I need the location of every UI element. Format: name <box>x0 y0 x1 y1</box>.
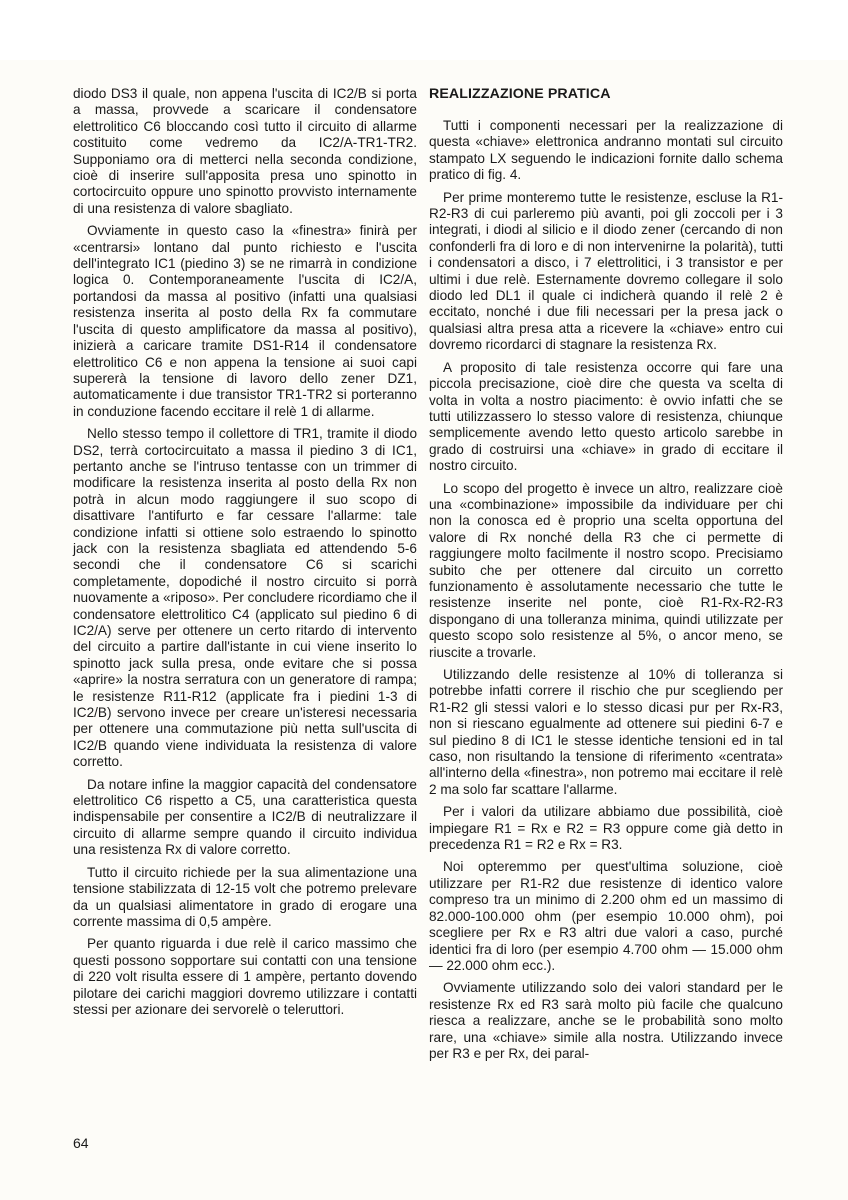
left-column <box>73 86 417 1024</box>
paragraph: Tutti i componenti necessari per la realizzazione di questa «chiave» elettronica andranno montati sul circuito stampato LX seguendo le indicazioni fornite dallo schema pratico di fig. 4. <box>429 118 783 183</box>
paragraph: Tutto il circuito richiede per la sua alimentazione una tensione stabilizzata di 12-15 volt che potremo prelevare da un qualsiasi alimentatore in grado di erogare una corrente massima di 0,5 ampère. <box>73 864 417 929</box>
paragraph: Nello stesso tempo il collettore di TR1, tramite il diodo DS2, terrà cortocircuitato a massa il piedino 3 di IC1, pertanto anche se l'intruso tentasse con un trimmer di modificare la resistenza inserita al posto della Rx non potrà in alcun modo raggiungere il suo scopo di disattivare l'antifurto e far cessare l'allarme: tale condizione infatti si ottiene solo estraendo lo spinotto jack con la resistenza sbagliata ed attendendo 5-6 secondi che il condensatore C6 si scarichi completamente, dopodiché il nostro circuito si porrà nuovamente a «riposo». Per concludere ricordiamo che il condensatore elettrolitico C4 (applicato sul piedino 6 di IC2/A) serve per ottenere un certo ritardo di intervento del circuito a partire dall'istante in cui viene inserito lo spinotto jack sulla presa, onde evitare che si possa «aprire» la nostra serratura con un generatore di rampa; le resistenze R11-R12 (applicate fra i piedini 1-3 di IC2/B) servono invece per creare un'isteresi necessaria per ottenere una commutazione più netta sull'uscita di IC2/B quando viene individuata la resistenza di valore corretto. <box>73 426 417 770</box>
paragraph: Ovviamente in questo caso la «finestra» finirà per «centrarsi» lontano dal punto richiesto e l'uscita dell'integrato IC1 (piedino 3) se ne rimarrà in condizione logica 0. Contemporaneamente l'uscita di IC2/A, portandosi da massa al positivo (infatti una qualsiasi resistenza inserita al posto della Rx fa commutare l'uscita di questo amplificatore da massa al positivo), inizierà a caricare tramite DS1-R14 il condensatore elettrolitico C6 e non appena la tensione ai suoi capi supererà la tensione di lavoro dello zener DZ1, automaticamente i due transistor TR1-TR2 si porteranno in conduzione facendo eccitare il relè 1 di allarme. <box>73 223 417 419</box>
paragraph: diodo DS3 il quale, non appena l'uscita di IC2/B si porta a massa, provvede a scaricare il condensatore elettrolitico C6 bloccando così tutto il circuito di allarme costituito come vedremo da IC2/A-TR1-TR2. Supponiamo ora di metterci nella seconda condizione, cioè di inserire sull'apposita presa uno spinotto in cortocircuito oppure uno spinotto provvisto internamente di una resistenza di valore sbagliato. <box>73 86 417 216</box>
paragraph: Lo scopo del progetto è invece un altro, realizzare cioè una «combinazione» impossibile da individuare per chi non la conosca ed è proprio una scelta opportuna del valore di Rx nonché della R3 che ci permette di raggiungere molto facilmente il nostro scopo. Precisiamo subito che per ottenere dal circuito un corretto funzionamento è assolutamente necessario che tutte le resistenze inserite nel ponte, cioè R1-Rx-R2-R3 dispongano di una tolleranza minima, quindi utilizzate per questo scopo solo resistenze al 5%, o ancor meno, se riuscite a trovarle. <box>429 480 783 660</box>
paragraph: Utilizzando delle resistenze al 10% di tolleranza si potrebbe infatti correre il rischio che pur scegliendo per R1-R2 gli stessi valori e lo stesso dicasi pur per Rx-R3, non si riescano egualmente ad ottenere sui piedini 6-7 e sul piedino 8 di IC1 le stesse identiche tensioni ed in tal caso, non risultando la tensione di riferimento «centrata» all'interno della «finestra», non potremo mai eccitare il relè 2 ma solo far scattare l'allarme. <box>429 667 783 797</box>
section-heading: REALIZZAZIONE PRATICA <box>429 86 611 102</box>
paragraph: Per quanto riguarda i due relè il carico massimo che questi possono sopportare sui contatti con una tensione di 220 volt risulta essere di 1 ampère, pertanto dovendo pilotare dei carichi maggiori dovremo utilizzare i contatti stessi per azionare dei servorelè o teleruttori. <box>73 936 417 1017</box>
paragraph: Per prime monteremo tutte le resistenze, escluse la R1-R2-R3 di cui parleremo più avanti, poi gli zoccoli per i 3 integrati, i diodi al silicio e il diodo zener (cercando di non confonderli fra di loro e di non intervenirne la polarità), tutti i condensatori a disco, i 7 elettrolitici, i 3 transistor e per ultimi i due relè. Esternamente dovremo collegare il solo diodo led DL1 il quale ci indicherà quando il relè 2 è eccitato, nonché i due fili necessari per la presa jack o qualsiasi altra presa atta a ricevere la «chiave» entro cui dovremo ricordarci di stagnare la resistenza Rx. <box>429 189 783 353</box>
paragraph: A proposito di tale resistenza occorre qui fare una piccola precisazione, cioè dire che questa va scelta di volta in volta a nostro piacimento: è ovvio infatti che se tutti utilizzassero lo stesso valore di resistenza, chiunque semplicemente avendo letto questo articolo sarebbe in grado di costruirsi una «chiave» in grado di eccitare il nostro circuito. <box>429 359 783 474</box>
paragraph: Per i valori da utilizare abbiamo due possibilità, cioè impiegare R1 = Rx e R2 = R3 oppure come già detto in precedenza R1 = R2 e Rx = R3. <box>429 804 783 853</box>
paragraph: Ovviamente utilizzando solo dei valori standard per le resistenze Rx ed R3 sarà molto più facile che qualcuno riesca a realizzare, anche se le probabilità sono molto rare, una «chiave» simile alla nostra. Utilizzando invece per R3 e per Rx, dei paral- <box>429 980 783 1061</box>
right-column <box>429 86 783 1068</box>
paragraph: Da notare infine la maggior capacità del condensatore elettrolitico C6 rispetto a C5, una caratteristica questa indispensabile per consentire a IC2/B di neutralizzare il circuito di allarme sempre quando il circuito individua una resistenza Rx di valore corretto. <box>73 776 417 858</box>
paragraph: Noi opteremmo per quest'ultima soluzione, cioè utilizzare per R1-R2 due resistenze di identico valore compreso tra un minimo di 2.200 ohm ed un massimo di 82.000-100.000 ohm (per esempio 10.000 ohm), poi scegliere per Rx e R3 altri due valori a caso, purché identici fra di loro (per esempio 4.700 ohm — 15.000 ohm — 22.000 ohm ecc.). <box>429 859 783 973</box>
page-number: 64 <box>73 1135 89 1151</box>
